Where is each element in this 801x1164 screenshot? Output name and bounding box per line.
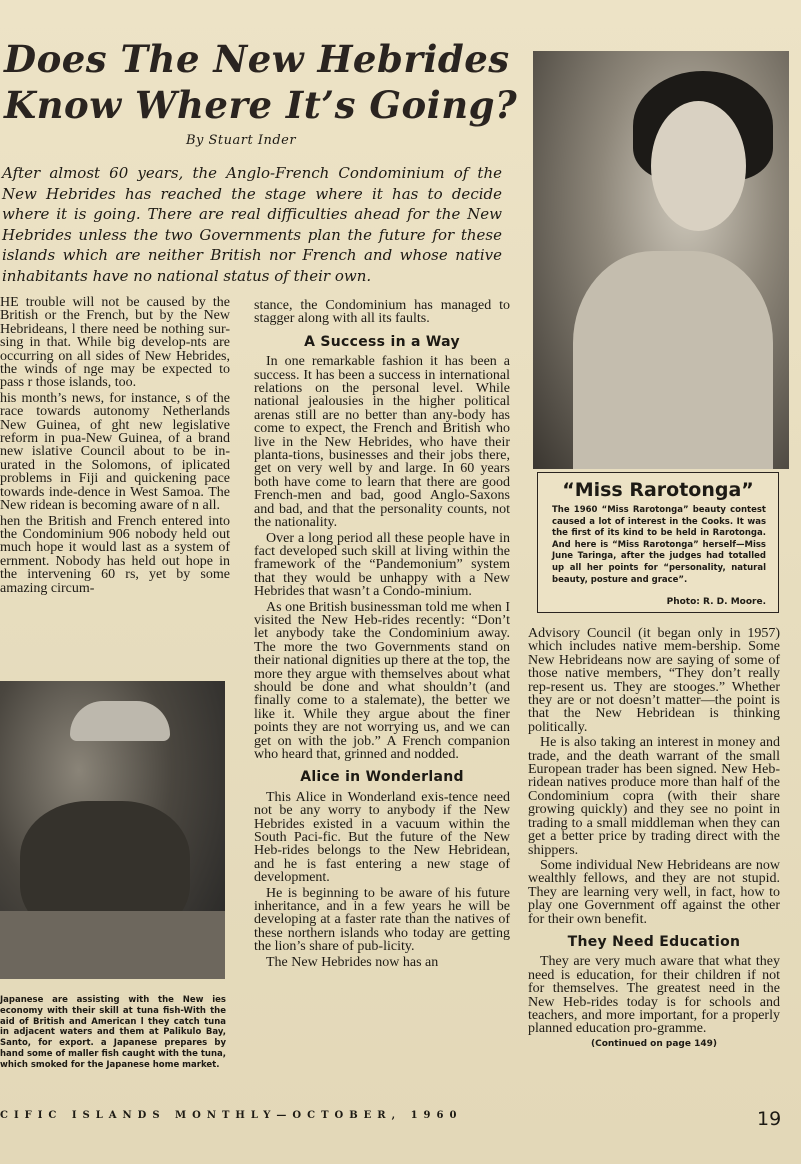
col1-paragraph-2: his month’s news, for instance, s of the race towards autonomy Netherlands New Guinea, of ght new legislative reform in pua-New Guinea, of a brand new islative Council about to be in-urated in the Solomons, of iplicated problems in Fiji and quickening pace towards inde-dence in West Samoa. The New ridean is becoming aware of n all. [0,390,230,514]
continued-note: (Continued on page 149) [590,1038,717,1049]
col3-paragraph-1: Advisory Council (it began only in 1957) which includes native mem-bership. Some New Hebrideans now are saying of some of those native members, “They don’t really rep-resent us. They are stooges.” Whether they are or not doesn’t matter—the point is that the New Hebridean is thinking politically. [528,626,780,735]
photo-hat-shape [70,701,170,741]
photo-credit: Photo: R. D. Moore. [666,597,766,607]
title-line-1: Does The New Hebrides [4,37,510,81]
title-line-2: Know Where It’s Going? [4,83,518,127]
subhead-education: They Need Education [567,933,741,950]
page-number: 19 [757,1108,782,1130]
intro-paragraph [2,163,502,287]
col1-paragraph-1: HE trouble will not be caused by the British or the French, but by the New Hebrideans, l there need be nothing sur-sing in that. While big develop-nts are occurring on all sides of New Hebrides, the winds of nge may be expected to pass r those islands, too. [0,295,230,391]
col2-paragraph-5: This Alice in Wonderland exis-tence need not be any worry to anybody if the New Hebrides existed in a vacuum within the South Paci-fic. But the future of the New Heb-rides belongs to the New Hebridean, and he is fast entering a new stage of development. [254,789,510,886]
col3-paragraph-4: They are very much aware that what they need is education, for their children if not for themselves. The greatest need in the New Heb-rides today is for schools and teachers, and more important, for a properly planned education pro-gramme. [528,954,780,1037]
col3-paragraph-2: He is also taking an interest in money and trade, and the death warrant of the small European trader has been signed. New Heb-ridean natives produce more than half of the Condominium copra (with their share growing quickly) and they see no point in trading to a small middleman when they can get a better price by trading direct with the shippers. [528,735,780,858]
col2-paragraph-6: He is beginning to be aware of his future inheritance, and in a few years he will be developing at a faster rate than the natives of these northern islands who today are getting the lion’s share of pub-licity. [254,885,510,955]
miss-rarotonga-caption-box [537,472,779,613]
caption-text: The 1960 “Miss Rarotonga” beauty contest caused a lot of interest in the Cooks. It was the first of its kind to be held in Rarotonga. And here is “Miss Rarotonga” herself—Miss June Taringa, after the judges had totalled up all her points for “personality, natural beauty, posture and grace”. [552,505,766,585]
byline: By Stuart Inder [186,133,297,148]
photo-body-shape [573,251,773,469]
intro-text: After almost 60 years, the Anglo-French Condominium of the New Hebrides has reached the stage where it has to decide where it is going. There are real difficulties ahead for the New Hebrides unless the two Governments plan the future for these islands which are neither British nor French and whose native inhabitants have no national status of their own. [2,164,502,285]
col2-paragraph-7: The New Hebrides now has an [266,954,439,970]
col1-paragraph-3: hen the British and French entered into the Condominium 906 nobody held out much hope it would last as a system of ernment. Nobody has held out hope in the intervening 60 rs, yet by some amazing circum- [0,513,230,596]
col2-paragraph-1: stance, the Condominium has managed to stagger along with all its faults. [254,298,510,327]
tuna-fishing-photo [0,681,225,979]
caption-title: “Miss Rarotonga” [562,479,754,501]
photo-face-shape [651,101,746,231]
column-1 [0,296,230,597]
column-3 [528,627,780,1053]
subhead-success: A Success in a Way [304,333,460,350]
col2-paragraph-2: In one remarkable fashion it has been a success. It has been a success in international relations on the personal level. While national jealousies in the higher political arenas still are no better than any-body has come to expect, the French and British who live in the New Hebrides, who have their planta-tions, businesses and their jobs there, get on very well by and large. In 60 years both have come to learn that there are good French-men and bad, good Anglo-Saxons and bad, and that the personality counts, not the nationality. [254,354,510,531]
col2-paragraph-4: As one British businessman told me when I visited the New Heb-rides recently: “Don’t let anybody take the Condominium away. The more the two Governments stand on their national dignities up there at the top, the more they argue with themselves about what should be done and what shouldn’t (and finally come to a stalemate), the better we like it. While they argue about the finer points they are not worrying us, and we can get on with the job.” A French companion who heard that, grinned and nodded. [254,599,510,762]
magazine-footer: CIFIC ISLANDS MONTHLY—OCTOBER, 1960 [0,1110,463,1121]
article-title [4,36,524,128]
column-2 [254,299,510,971]
col3-paragraph-3: Some individual New Hebrideans are now wealthly fellows, and they are not stupid. They are learning very well, in fact, how to play one Government off against the other for their own benefit. [528,857,780,927]
tuna-photo-caption: Japanese are assisting with the New ies economy with their skill at tuna fish-With the aid of British and American l they catch tuna in adjacent waters and them at Palikulo Bay, Santo, for export. a Japanese prepares by hand some of maller fish caught with the tuna, which smoked for the Japanese home market. [0,995,226,1070]
col2-paragraph-3: Over a long period all these people have in fact developed such skill at living within the framework of the “Pandemonium” system that they would be unhappy with a New Hebrides that wasn’t a Condo-minium. [254,530,510,600]
subhead-alice: Alice in Wonderland [300,769,464,786]
miss-rarotonga-photo [533,51,789,469]
photo-ground-shape [0,911,225,979]
